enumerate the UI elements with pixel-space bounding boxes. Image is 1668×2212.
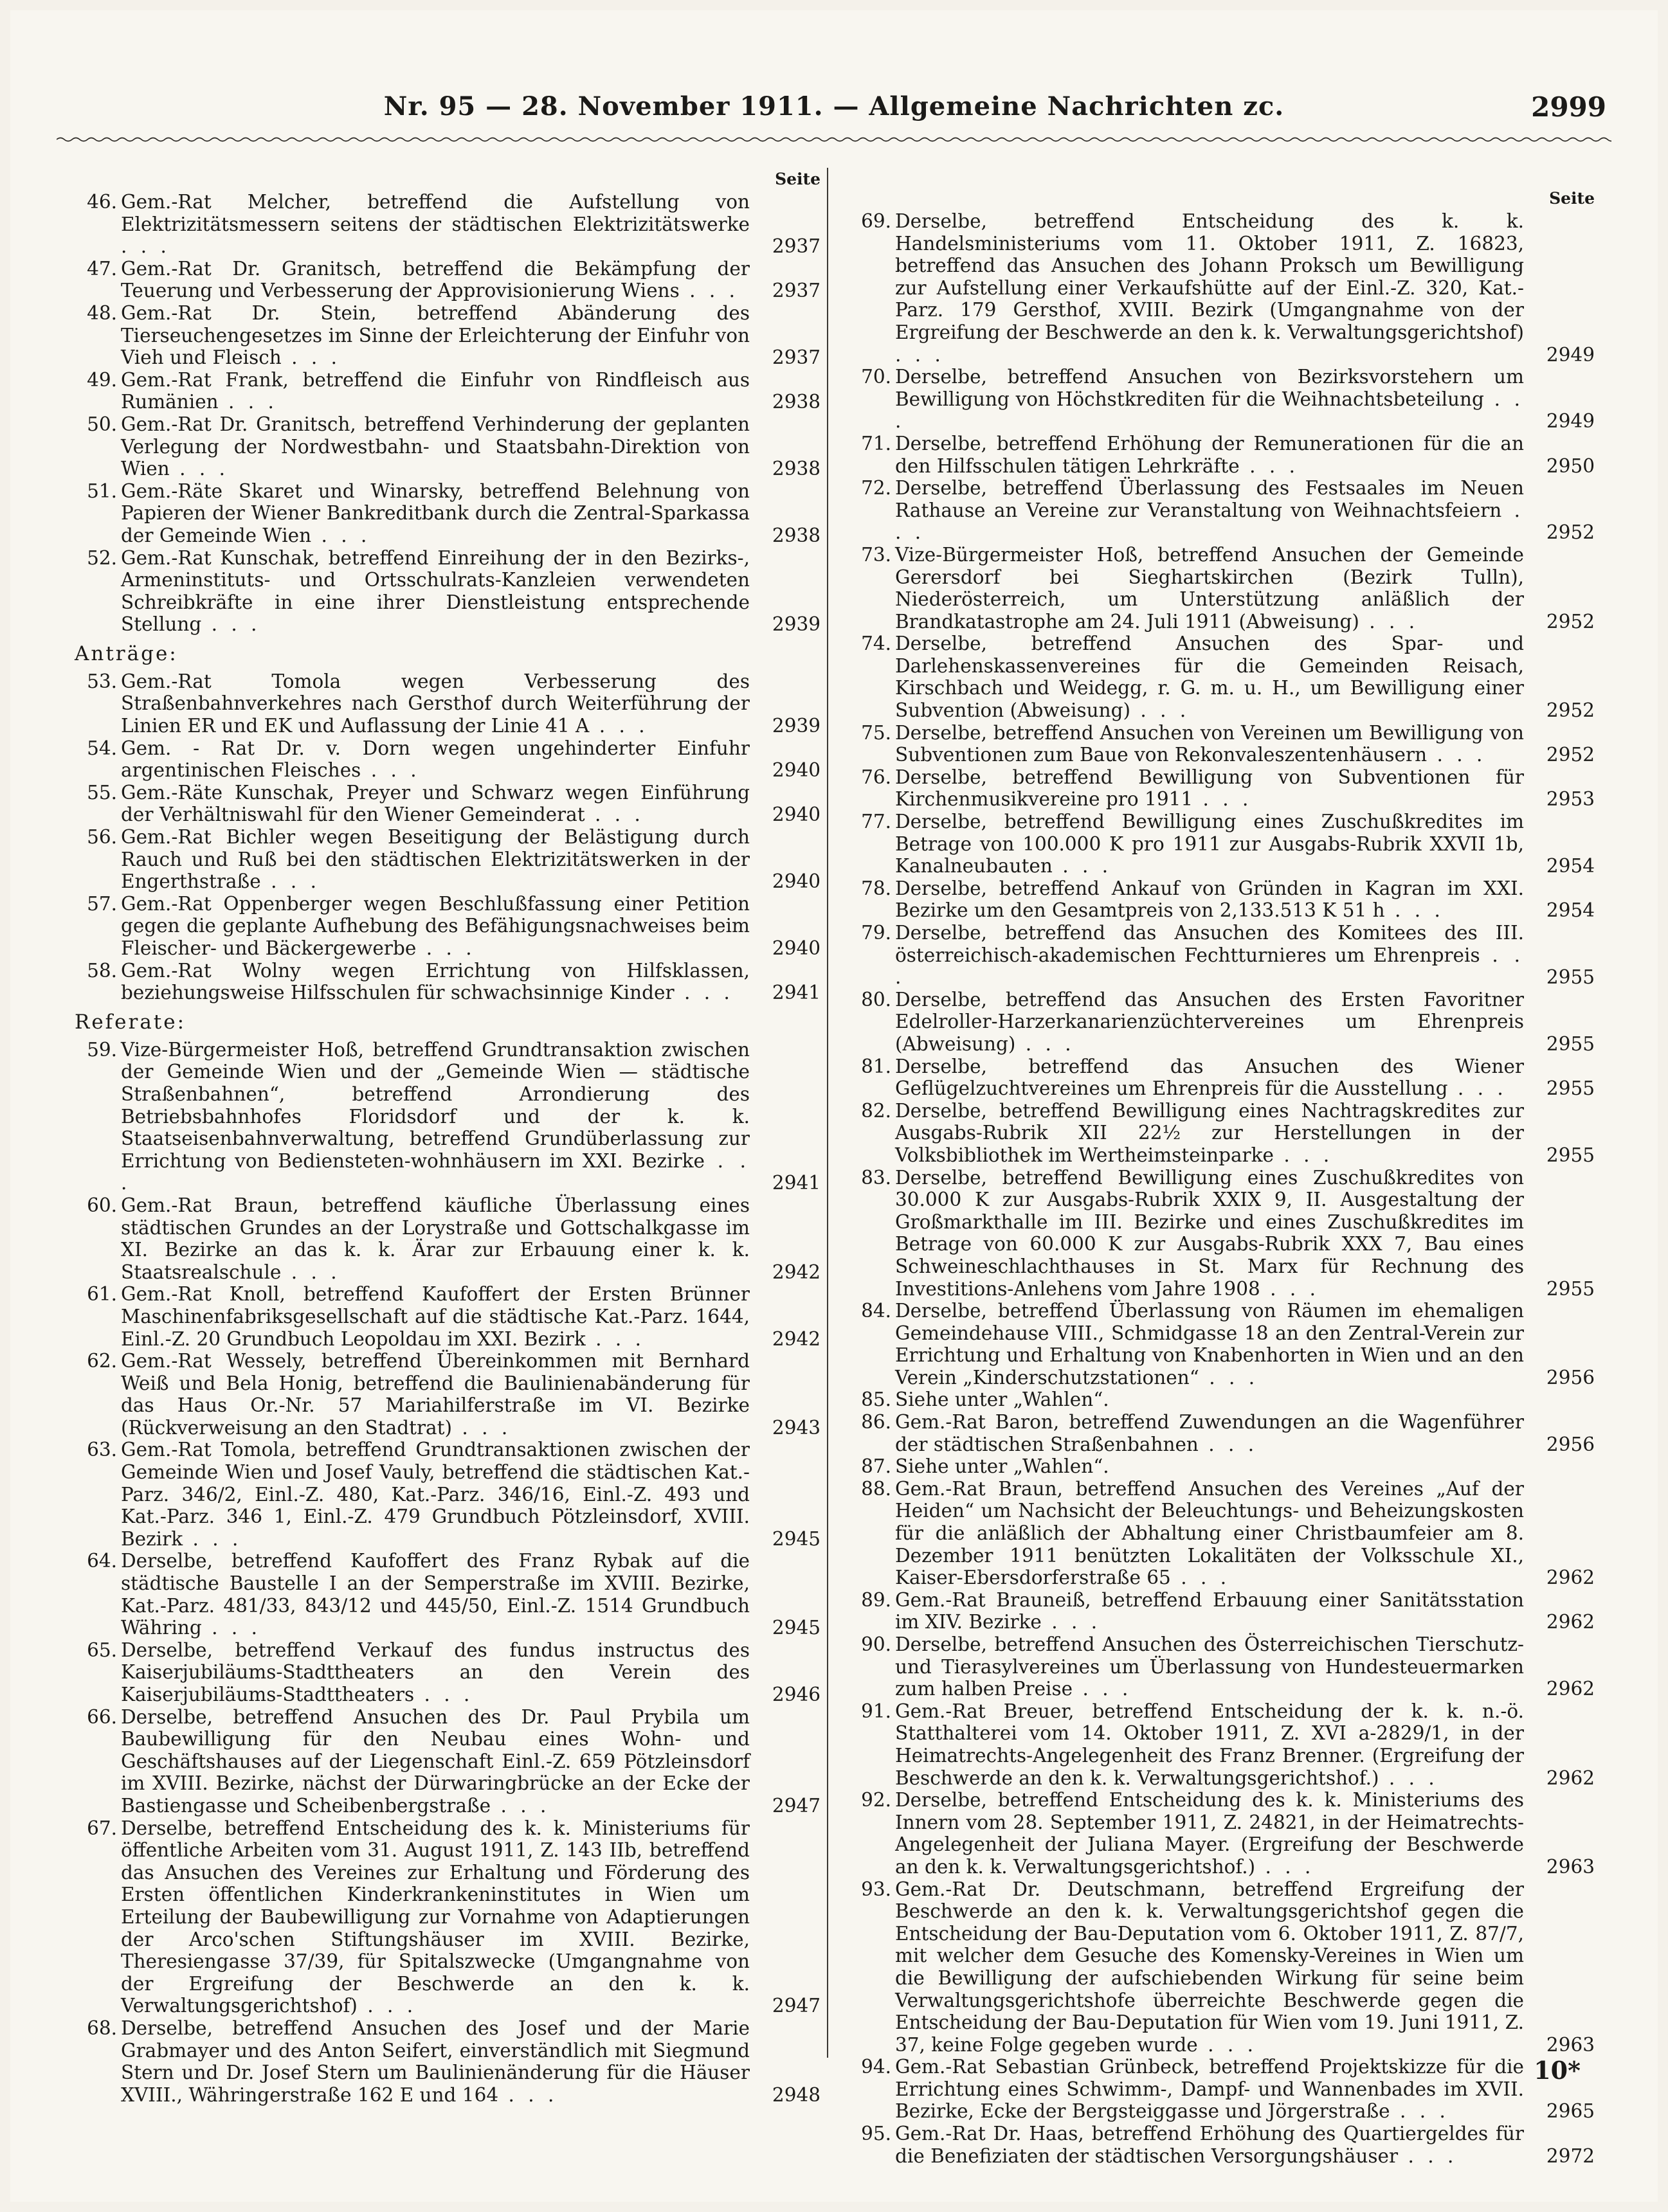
entry-number: 67. (87, 1817, 117, 1839)
entry-text: Derselbe, betreffend das Ansuchen des Ersten Favoritner Edelroller-Harzerkanarienzüchtervereines um Ehrenpreis (Abweisung) (895, 988, 1524, 1055)
leader-dots: . . . (1170, 1567, 1231, 1589)
leader-dots: . . . (491, 1794, 550, 1817)
leader-dots: . . . (1379, 1767, 1438, 1789)
entry-number: 59. (87, 1038, 117, 1061)
entry-text: Derselbe, betreffend Überlassung von Räumen im ehemaligen Gemeindehause VIII., Schmidgasse 18 an den Zentral-Verein zur Errichtung und Erhaltung von Knabenhorten in Wien und an den Verein „Kinderschutzstationen“ (895, 1300, 1524, 1389)
left-column (75, 168, 820, 2106)
section-heading-antraege: Anträge: (75, 642, 178, 665)
entry-text: Derselbe, betreffend Bewilligung von Subventionen für Kirchenmusikvereine pro 1911 (895, 766, 1524, 811)
toc-entry (75, 670, 820, 737)
leader-dots: . . . (1384, 899, 1444, 922)
entry-text: Derselbe, betreffend Bewilligung eines Zuschußkredites im Betrage von 100.000 K pro 1911 zur Ausgabs-Rubrik XXVII 1b, Kanalneubauten (895, 811, 1524, 877)
entry-page: 2947 (772, 1794, 820, 1817)
entry-number: 60. (87, 1194, 117, 1216)
entry-number: 52. (87, 546, 117, 569)
entry-number: 70. (861, 366, 891, 388)
entry-page: 2943 (772, 1416, 820, 1439)
toc-entry (75, 480, 820, 547)
leader-dots: . . . (201, 613, 261, 636)
entry-page: 2937 (772, 280, 820, 302)
entry-number: 85. (861, 1389, 891, 1411)
entry-text: Gem.-Rat Dr. Granitsch, betreffend die Bekämpfung der Teuerung und Verbesserung der Approvisionierung Wiens (121, 257, 750, 302)
entry-text: Gem.-Rat Bichler wegen Beseitigung der Belästigung durch Rauch und Ruß bei den städtischen Elektrizitätswerken in der Engerthstraße (121, 826, 750, 893)
entry-number: 87. (861, 1455, 891, 1478)
entry-number: 57. (87, 892, 117, 915)
entry-number: 66. (87, 1705, 117, 1728)
entry-number: 71. (861, 432, 891, 454)
leader-dots: . . . (1255, 1855, 1315, 1878)
entry-text: Gem.-Rat Wessely, betreffend Übereinkommen mit Bernhard Weiß und Bela Honig, betreffend die Baulinienabänderung für das Haus Or.-Nr. 57 Mariahilferstraße im VI. Bezirke (Rückverweisung an den Stadtrat) (121, 1350, 750, 1439)
entry-text: Derselbe, betreffend Ansuchen des Österreichischen Tierschutz- und Tierasylvereines um Überlassung von Hundesteuermarken zum halben Preise (895, 1633, 1524, 1700)
entry-page: 2963 (1546, 2033, 1595, 2056)
entry-page: 2942 (772, 1261, 820, 1283)
entry-number: 58. (87, 959, 117, 982)
entry-text: Derselbe, betreffend Entscheidung des k. k. Ministeriums für öffentliche Arbeiten vom 31. August 1911, Z. 143 IIb, betreffend das Ansuchen des Vereines zur Erhaltung und Förderung des Ersten öffentlichen Kinderkrankeninstitutes in Wien um Erteilung der Baubewilligung zur Vornahme von Adaptierungen der Arco'schen Stiftungshäuser im XVIII. Bezirke, Theresiengasse 37/39, für Spitalszwecke (Umgangnahme von der Ergreifung der Beschwerde an den k. k. Verwaltungsgerichtshof) (121, 1817, 750, 2017)
entry-number: 84. (861, 1300, 891, 1322)
entry-page: 2946 (772, 1684, 820, 1705)
leader-dots: . . . (311, 524, 371, 546)
entry-text: Gem.-Räte Kunschak, Preyer und Schwarz wegen Einführung der Verhältniswahl für den Wiener Gemeinderat (121, 781, 750, 826)
toc-entry (849, 1478, 1595, 1589)
section-heading-referate: Referate: (75, 1010, 186, 1034)
toc-entry (849, 544, 1595, 633)
leader-dots: . . . (281, 346, 341, 369)
toc-entry (849, 633, 1595, 721)
entry-page: 2955 (1546, 1077, 1595, 1100)
entry-text: Derselbe, betreffend Bewilligung eines Nachtragskredites zur Ausgabs-Rubrik XII 22½ zur Herstellungen in der Volksbibliothek im Wertheimsteinparke (895, 1099, 1524, 1166)
entry-text: Gem. - Rat Dr. v. Dorn wegen ungehinderter Einfuhr argentinischen Fleisches (121, 737, 750, 782)
entry-page: 2962 (1546, 1611, 1595, 1633)
entry-number: 75. (861, 721, 891, 744)
leader-dots: . . . (1197, 2033, 1258, 2056)
leader-dots: . . . (895, 499, 1524, 544)
toc-entry (75, 1194, 820, 1283)
entry-number: 64. (87, 1550, 117, 1572)
leader-dots: . . . (498, 2083, 558, 2106)
entry-page: 2947 (772, 1995, 820, 2017)
entry-text: Derselbe, betreffend Kaufoffert des Franz Rybak auf die städtische Baustelle I an der Semperstraße im XVIII. Bezirke, Kat.-Parz. 481/33, 843/12 und 445/50, Einl.-Z. 1514 Grundbuch Währing (121, 1550, 750, 1639)
entry-text: Siehe unter „Wahlen“. (895, 1455, 1109, 1478)
toc-entry (849, 1100, 1595, 1167)
entry-page: 2963 (1546, 1855, 1595, 1878)
entry-text: Gem.-Rat Melcher, betreffend die Aufstellung von Elektrizitätsmessern seitens der städtischen Elektrizitätswerke (121, 191, 750, 235)
entry-text: Derselbe, betreffend Ansuchen des Josef und der Marie Grabmayer und des Anton Seifert, einverständlich mit Siegmund Stern und Dr. Josef Stern um Baulinienänderung für die Häuser XVIII., Währingerstraße 162 E und 164 (121, 2017, 750, 2106)
toc-entry (849, 210, 1595, 366)
entry-page: 2939 (772, 715, 820, 737)
entry-text: Gem.-Rat Braun, betreffend Ansuchen des Vereines „Auf der Heiden“ um Nachsicht der Beleuchtungs- und Beheizungskosten für die anläßlich der Abhaltung einer Christbaumfeier am 8. Dezember 1911 benützten Lokalitäten der Volksschule XI., Kaiser-Ebersdorferstraße 65 (895, 1477, 1524, 1589)
toc-entry (75, 1817, 820, 2017)
entry-number: 72. (861, 477, 891, 499)
entry-text: Siehe unter „Wahlen“. (895, 1389, 1109, 1411)
header-rule (57, 135, 1611, 144)
entry-number: 93. (861, 1878, 891, 1900)
entry-page: 2955 (1546, 966, 1595, 989)
entry-page: 2955 (1546, 1277, 1595, 1300)
toc-entry (75, 547, 820, 636)
leader-dots: . . . (121, 235, 170, 258)
entry-page: 2955 (1546, 1144, 1595, 1166)
page-number: 2999 (1531, 91, 1606, 123)
entry-text: Derselbe, betreffend Ansuchen von Vereinen um Bewilligung von Subventionen zum Baue von Rekonvaleszentenhäusern (895, 721, 1524, 766)
entry-number: 89. (861, 1588, 891, 1611)
entry-text: Derselbe, betreffend Ansuchen von Bezirksvorstehern um Bewilligung von Höchstkrediten für die Weihnachtsbeteilung (895, 366, 1524, 410)
leader-dots: . . . (1015, 1032, 1075, 1055)
toc-entry (849, 1878, 1595, 2056)
entry-text: Gem.-Rat Dr. Haas, betreffend Erhöhung des Quartiergeldes für die Benefiziaten der städtischen Versorgungshäuser (895, 2123, 1524, 2167)
leader-dots: . . . (895, 343, 945, 366)
entry-list-petitions (75, 191, 820, 636)
right-column (849, 168, 1595, 2167)
leader-dots: . . . (1198, 1433, 1258, 1455)
toc-entry (849, 433, 1595, 477)
leader-dots: . . . (1041, 1611, 1101, 1633)
entry-text: Gem.-Rat Baron, betreffend Zuwendungen an die Wagenführer der städtischen Straßenbahnen (895, 1411, 1524, 1455)
entry-number: 56. (87, 826, 117, 849)
entry-text: Gem.-Rat Tomola wegen Verbesserung des Straßenbahnverkehres nach Gersthof durch Weiterführung der Linien ER und EK und Auflassung der Linie 41 A (121, 670, 750, 737)
entry-page: 2962 (1546, 1678, 1595, 1700)
leader-dots: . . . (589, 715, 649, 737)
running-head: Nr. 95 — 28. November 1911. — Allgemeine Nachrichten zc. (383, 91, 1285, 121)
leader-dots: . . . (1398, 2145, 1458, 2167)
toc-entry (849, 1411, 1595, 1455)
entry-page: 2955 (1546, 1032, 1595, 1055)
toc-entry (849, 366, 1595, 433)
toc-entry (849, 1633, 1595, 1700)
entry-page: 2940 (772, 759, 820, 782)
entry-page: 2940 (772, 870, 820, 893)
entry-text: Gem.-Rat Wolny wegen Errichtung von Hilfsklassen, beziehungsweise Hilfsschulen für schwachsinnige Kinder (121, 959, 750, 1004)
leader-dots: . . . (169, 458, 229, 480)
leader-dots: . . . (416, 937, 476, 959)
leader-dots: . . . (1052, 855, 1112, 877)
entry-text: Gem.-Rat Dr. Deutschmann, betreffend Ergreifung der Beschwerde an den k. k. Verwaltungsgerichtshof gegen die Entscheidung der Bau-Deputation vom 6. Oktober 1911, Z. 87/7, mit welcher dem Gesuche des Komensky-Vereines in Wien um die Bewilligung der aufschiebenden Wirkung für seine beim Verwaltungsgerichtshofe überreichte Beschwerde gegen die Entscheidung der Bau-Deputation für Wien vom 19. Juni 1911, Z. 37, keine Folge gegeben wurde (895, 1878, 1524, 2056)
entry-page: 2952 (1546, 699, 1595, 722)
entry-text: Derselbe, betreffend Entscheidung des k. k. Ministeriums des Innern vom 28. September 1911, Z. 24821, in der Heimatrechts-Angelegenheit der Juliana Mayer. (Ergreifung der Beschwerde an den k. k. Verwaltungsgerichtshof.) (895, 1789, 1524, 1878)
toc-entry (75, 1439, 820, 1550)
toc-entry (75, 737, 820, 782)
entry-page: 2937 (772, 235, 820, 258)
entry-number: 53. (87, 670, 117, 692)
toc-entry (75, 960, 820, 1004)
entry-number: 69. (861, 210, 891, 232)
entry-text: Derselbe, betreffend Bewilligung eines Zuschußkredites von 30.000 K zur Ausgabs-Rubrik XXIX 9, II. Ausgestaltung der Großmarkthalle im III. Bezirke und eines Zuschußkredites im Betrage von 60.000 K zur Ausgabs-Rubrik XXX 7, Bau eines Schweineschlachthauses in St. Marx für Rechnung des Investitions-Anlehens vom Jahre 1908 (895, 1166, 1524, 1300)
toc-entry (849, 1589, 1595, 1633)
entry-page: 2940 (772, 937, 820, 959)
entry-page: 2950 (1546, 454, 1595, 477)
toc-entry (75, 2017, 820, 2106)
entry-number: 46. (87, 191, 117, 213)
entry-number: 68. (87, 2017, 117, 2039)
entry-page: 2941 (772, 982, 820, 1004)
entry-page: 2940 (772, 804, 820, 826)
toc-entry (849, 2123, 1595, 2167)
leader-dots: . . . (361, 759, 421, 782)
entry-number: 92. (861, 1789, 891, 1812)
toc-entry (849, 722, 1595, 766)
leader-dots: . . . (121, 1149, 750, 1194)
toc-entry (75, 413, 820, 480)
toc-entry (75, 258, 820, 302)
entry-number: 88. (861, 1477, 891, 1500)
toc-entry (849, 1300, 1595, 1389)
entry-number: 76. (861, 766, 891, 788)
entry-number: 63. (87, 1439, 117, 1461)
leader-dots: . . . (1427, 744, 1487, 766)
toc-entry (849, 922, 1595, 989)
leader-dots: . . . (1239, 454, 1299, 477)
toc-entry (849, 877, 1595, 922)
column-divider (827, 168, 828, 2058)
toc-entry (849, 1167, 1595, 1300)
entry-number: 65. (87, 1639, 117, 1661)
entry-page: 2952 (1546, 521, 1595, 544)
entry-page: 2945 (772, 1617, 820, 1639)
entry-number: 86. (861, 1411, 891, 1434)
toc-entry (849, 766, 1595, 811)
entry-number: 78. (861, 877, 891, 899)
entry-text: Gem.-Rat Braun, betreffend käufliche Überlassung eines städtischen Grundes an der Lorystraße und Gottschalkgasse im XI. Bezirke an das k. k. Ärar zur Erbauung einer k. k. Staatsrealschule (121, 1194, 750, 1283)
entry-text: Derselbe, betreffend Verkauf des fundus instructus des Kaiserjubiläums-Stadttheaters an den Verein des Kaiserjubiläums-Stadttheaters (121, 1639, 750, 1705)
toc-entry (849, 477, 1595, 544)
leader-dots: . . . (585, 804, 644, 826)
entry-number: 80. (861, 988, 891, 1011)
entry-text: Derselbe, betreffend das Ansuchen des Komitees des III. österreichisch-akademischen Fechtturnieres um Ehrenpreis (895, 922, 1524, 966)
entry-page: 2962 (1546, 1767, 1595, 1789)
leader-dots: . . . (414, 1684, 474, 1705)
entry-text: Vize-Bürgermeister Hoß, betreffend Grundtransaktion zwischen der Gemeinde Wien und der „Gemeinde Wien — städtische Straßenbahnen“, betreffend Arrondierung des Betriebsbahnhofes Floridsdorf und der k. k. Staatseisenbahnverwaltung, betreffend Grundüberlassung zur Errichtung von Bediensteten-wohnhäusern im XXI. Bezirke (121, 1038, 750, 1172)
entry-page: 2956 (1546, 1366, 1595, 1389)
toc-entry (75, 782, 820, 826)
entry-page: 2938 (772, 458, 820, 480)
entry-text: Gem.-Rat Sebastian Grünbeck, betreffend Projektskizze für die Errichtung eines Schwimm-, Dampf- und Wannenbades im XVII. Bezirke, Ecke der Bergsteiggasse und Jörgerstraße (895, 2056, 1524, 2123)
leader-dots: . . . (260, 870, 320, 893)
entry-number: 83. (861, 1166, 891, 1189)
entry-number: 74. (861, 633, 891, 655)
leader-dots: . . . (895, 944, 1524, 989)
leader-dots: . . . (357, 1995, 417, 2017)
entry-text: Gem.-Rat Dr. Granitsch, betreffend Verhinderung der geplanten Verlegung der Nordwestbahn- und Staatsbahn-Direktion von Wien (121, 413, 750, 480)
entry-page: 2945 (772, 1527, 820, 1550)
entry-text: Vize-Bürgermeister Hoß, betreffend Ansuchen der Gemeinde Gerersdorf bei Sieghartskirchen (Bezirk Tulln), Niederösterreich, um Unterstützung anläßlich der Brandkatastrophe am 24. Juli 1911 (Abweisung) (895, 543, 1524, 633)
entry-page: 2937 (772, 346, 820, 369)
seite-label: Seite (775, 170, 820, 188)
entry-page: 2949 (1546, 343, 1595, 366)
toc-entry (849, 1389, 1595, 1411)
entry-text: Derselbe, betreffend Entscheidung des k. k. Handelsministeriums vom 11. Oktober 1911, Z. 16823, betreffend das Ansuchen des Johann Proksch um Bewilligung zur Aufstellung einer Verkaufshütte auf der Einl.-Z. 320, Kat.-Parz. 179 Gersthof, XVIII. Bezirk (Umgangnahme von der Ergreifung der Beschwerde an den k. k. Verwaltungsgerichtshof) (895, 210, 1524, 343)
entry-text: Gem.-Rat Knoll, betreffend Kaufoffert der Ersten Brünner Maschinenfabriksgesellschaft auf die städtische Kat.-Parz. 1644, Einl.-Z. 20 Grundbuch Leopoldau im XXI. Bezirk (121, 1283, 750, 1350)
entry-text: Gem.-Rat Kunschak, betreffend Einreihung der in den Bezirks-, Armeninstituts- und Ortsschulrats-Kanzleien verwendeten Schreibkräfte in eine ihrer Dienstleistung entsprechende Stellung (121, 546, 750, 636)
toc-entry (75, 1283, 820, 1350)
seite-label-right: Seite (1549, 189, 1595, 208)
leader-dots: . . . (201, 1617, 262, 1639)
toc-entry (849, 989, 1595, 1056)
toc-entry (75, 191, 820, 258)
entry-page: 2938 (772, 391, 820, 413)
entry-text: Derselbe, betreffend Ankauf von Gründen in Kagran im XXI. Bezirke um den Gesamtpreis von 2,133.513 K 51 h (895, 877, 1524, 922)
entry-number: 49. (87, 368, 117, 391)
entry-number: 47. (87, 257, 117, 280)
entry-page: 2952 (1546, 744, 1595, 766)
toc-entry (849, 1789, 1595, 1878)
leader-dots: . . . (183, 1527, 242, 1550)
toc-entry (75, 826, 820, 893)
entry-text: Gem.-Rat Frank, betreffend die Einfuhr von Rindfleisch aus Rumänien (121, 368, 750, 413)
entry-page: 2965 (1546, 2100, 1595, 2123)
document-page (10, 10, 1658, 2202)
toc-entry (75, 893, 820, 960)
entry-number: 61. (87, 1283, 117, 1306)
leader-dots: . . . (1273, 1144, 1334, 1166)
entry-number: 55. (87, 781, 117, 804)
toc-entry (849, 1700, 1595, 1789)
entry-text: Gem.-Rat Brauneiß, betreffend Erbauung einer Sanitätsstation im XIV. Bezirke (895, 1588, 1524, 1633)
entry-number: 50. (87, 413, 117, 435)
entry-list-antraege (75, 670, 820, 1004)
toc-entry (75, 1550, 820, 1639)
entry-text: Gem.-Rat Tomola, betreffend Grundtransaktionen zwischen der Gemeinde Wien und Josef Vauly, betreffend die städtischen Kat.-Parz. 346/2, Einl.-Z. 480, Kat.-Parz. 346/16, Einl.-Z. 493 und Kat.-Parz. 346 1, Einl.-Z. 479 Grundbuch Pötzleinsdorf, XVIII. Bezirk (121, 1439, 750, 1550)
leader-dots: . . . (1447, 1077, 1507, 1100)
entry-text: Derselbe, betreffend Ansuchen des Spar- und Darlehenskassenvereines für die Gemeinden Reisach, Kirschbach und Weidegg, r. G. m. u. H., um Bewilligung einer Subvention (Abweisung) (895, 633, 1524, 722)
toc-entry (75, 1706, 820, 1817)
toc-entry (75, 1350, 820, 1439)
entry-text: Gem.-Rat Oppenberger wegen Beschlußfassung einer Petition gegen die geplante Aufhebung des Befähigungsnachweises beim Fleischer- und Bäckergewerbe (121, 892, 750, 959)
leader-dots: . . . (1199, 1366, 1259, 1389)
entry-page: 2956 (1546, 1433, 1595, 1455)
entry-text: Gem.-Rat Dr. Stein, betreffend Abänderung des Tierseuchengesetzes im Sinne der Erleichterung der Einfuhr von Vieh und Fleisch (121, 301, 750, 369)
toc-entry (75, 1639, 820, 1706)
entry-page: 2972 (1546, 2145, 1595, 2167)
leader-dots: . . . (218, 391, 278, 413)
leader-dots: . . . (1130, 699, 1190, 722)
entry-page: 2953 (1546, 788, 1595, 811)
leader-dots: . . . (452, 1416, 512, 1439)
leader-dots: . . . (585, 1327, 646, 1350)
leader-dots: . . . (895, 388, 1524, 433)
entry-number: 81. (861, 1055, 891, 1077)
entry-page: 2954 (1546, 899, 1595, 922)
leader-dots: . . . (679, 280, 739, 302)
toc-entry (849, 811, 1595, 877)
leader-dots: . . . (1193, 788, 1253, 811)
signature-mark: 10* (1534, 2056, 1581, 2085)
entry-page: 2948 (772, 2083, 820, 2106)
page-header (10, 10, 1658, 139)
entry-number: 48. (87, 301, 117, 324)
entry-page: 2954 (1546, 855, 1595, 877)
leader-dots: . . . (674, 982, 734, 1004)
leader-dots: . . . (1073, 1678, 1132, 1700)
entry-page: 2942 (772, 1327, 820, 1350)
entry-page: 2938 (772, 524, 820, 546)
entry-number: 95. (861, 2123, 891, 2145)
toc-entry (75, 1039, 820, 1194)
entry-text: Derselbe, betreffend das Ansuchen des Wiener Geflügelzuchtvereines um Ehrenpreis für die Ausstellung (895, 1055, 1524, 1100)
leader-dots: . . . (1359, 610, 1419, 633)
entry-list-right (849, 210, 1595, 2167)
entry-number: 73. (861, 543, 891, 566)
leader-dots: . . . (281, 1261, 341, 1283)
entry-page: 2949 (1546, 410, 1595, 433)
entry-page: 2952 (1546, 610, 1595, 633)
entry-text: Derselbe, betreffend Ansuchen des Dr. Paul Prybila um Baubewilligung für den Neubau eines Wohn- und Geschäftshauses auf der Liegenschaft Einl.-Z. 659 Pötzleinsdorf im XVIII. Bezirke, nächst der Dürwaringbrücke an der Ecke der Bastiengasse und Scheibenbergstraße (121, 1705, 750, 1817)
toc-entry (75, 302, 820, 369)
entry-number: 77. (861, 811, 891, 833)
entry-number: 62. (87, 1350, 117, 1372)
entry-text: Gem.-Rat Breuer, betreffend Entscheidung der k. k. n.-ö. Statthalterei vom 14. Oktober 1911, Z. XVI a-2829/1, in der Heimatrechts-Angelegenheit des Franz Brenner. (Ergreifung der Beschwerde an den k. k. Verwaltungsgerichtshof.) (895, 1700, 1524, 1789)
entry-number: 91. (861, 1700, 891, 1722)
entry-number: 82. (861, 1099, 891, 1122)
entry-number: 90. (861, 1633, 891, 1655)
entry-text: Derselbe, betreffend Erhöhung der Remunerationen für die an den Hilfsschulen tätigen Lehrkräfte (895, 432, 1524, 477)
entry-page: 2962 (1546, 1567, 1595, 1589)
entry-number: 79. (861, 922, 891, 944)
entry-number: 51. (87, 480, 117, 502)
toc-entry (849, 1056, 1595, 1100)
entry-text: Gem.-Räte Skaret und Winarsky, betreffend Belehnung von Papieren der Wiener Bankreditbank durch die Zentral-Sparkassa der Gemeinde Wien (121, 480, 750, 546)
entry-number: 54. (87, 737, 117, 759)
entry-list-referate (75, 1039, 820, 2107)
toc-entry (849, 1455, 1595, 1478)
entry-number: 94. (861, 2056, 891, 2078)
toc-entry (75, 369, 820, 413)
toc-entry (849, 2056, 1595, 2123)
entry-page: 2941 (772, 1172, 820, 1194)
leader-dots: . . . (1260, 1277, 1319, 1300)
entry-text: Derselbe, betreffend Überlassung des Festsaales im Neuen Rathause an Vereine zur Veranstaltung von Weihnachtsfeiern (895, 477, 1524, 521)
entry-page: 2939 (772, 613, 820, 636)
leader-dots: . . . (1390, 2100, 1449, 2123)
